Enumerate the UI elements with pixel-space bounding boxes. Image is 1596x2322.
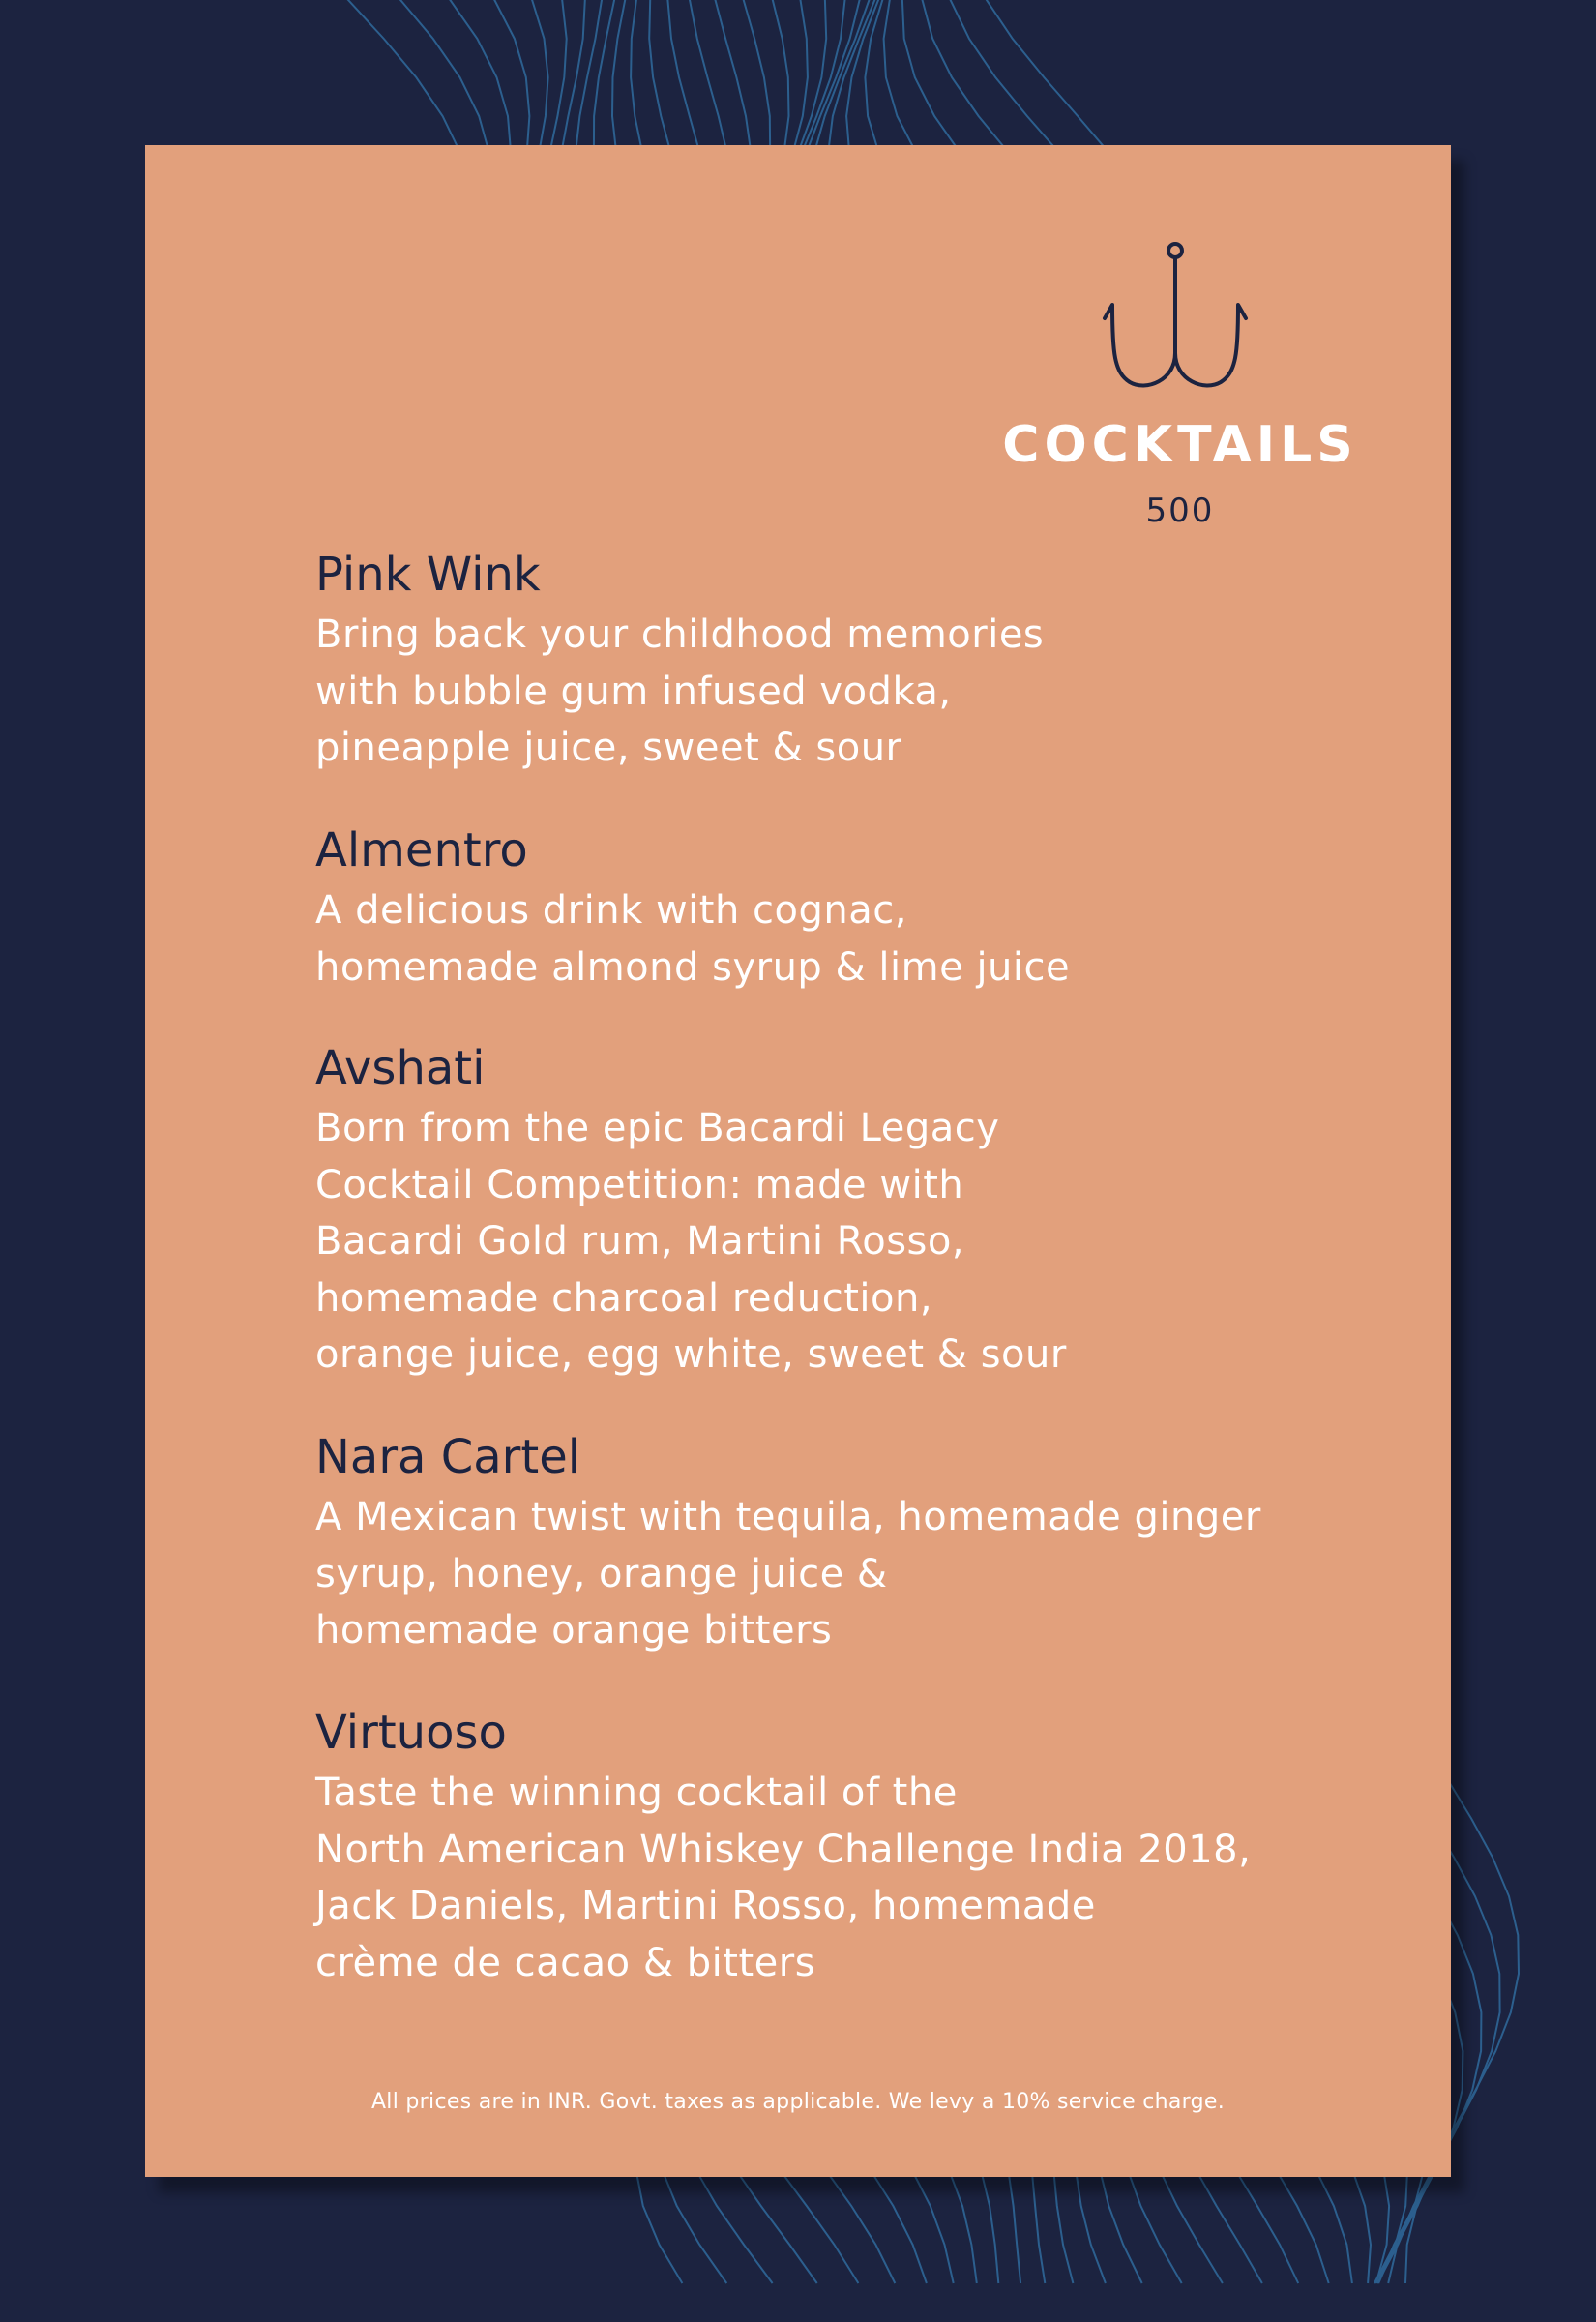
menu-item (315, 547, 1379, 777)
menu-item-description: A Mexican twist with tequila, homemade ginger syrup, honey, orange juice & homemade orange bitters (315, 1495, 1261, 1652)
menu-item-name: Pink Wink (315, 548, 541, 602)
section-title: COCKTAILS (1002, 416, 1358, 474)
menu-item-name: Almentro (315, 823, 528, 878)
menu-item (315, 1705, 1379, 1991)
menu-item (315, 1429, 1379, 1659)
menu-item-name: Nara Cartel (315, 1430, 581, 1484)
menu-item-description: A delicious drink with cognac, homemade almond syrup & lime juice (315, 888, 1071, 990)
menu-item-description: Bring back your childhood memories with bubble gum infused vodka, pineapple juice, sweet & sour (315, 612, 1045, 770)
section-price: 500 (1145, 491, 1215, 530)
menu-item (315, 822, 1379, 996)
menu-item-name: Virtuoso (315, 1706, 507, 1760)
fish-hook-icon (1093, 237, 1257, 402)
footer-note: All prices are in INR. Govt. taxes as applicable. We levy a 10% service charge. (370, 2090, 1226, 2114)
menu-item (315, 1040, 1379, 1384)
menu-item-description: Born from the epic Bacardi Legacy Cocktail Competition: made with Bacardi Gold rum, Martini Rosso, homemade charcoal reduction, orange juice, egg white, sweet & sour (315, 1106, 1067, 1377)
menu-item-name: Avshati (315, 1041, 486, 1095)
menu-item-description: Taste the winning cocktail of the North American Whiskey Challenge India 2018, Jack Daniels, Martini Rosso, homemade crème de cacao & bitters (315, 1771, 1252, 1985)
